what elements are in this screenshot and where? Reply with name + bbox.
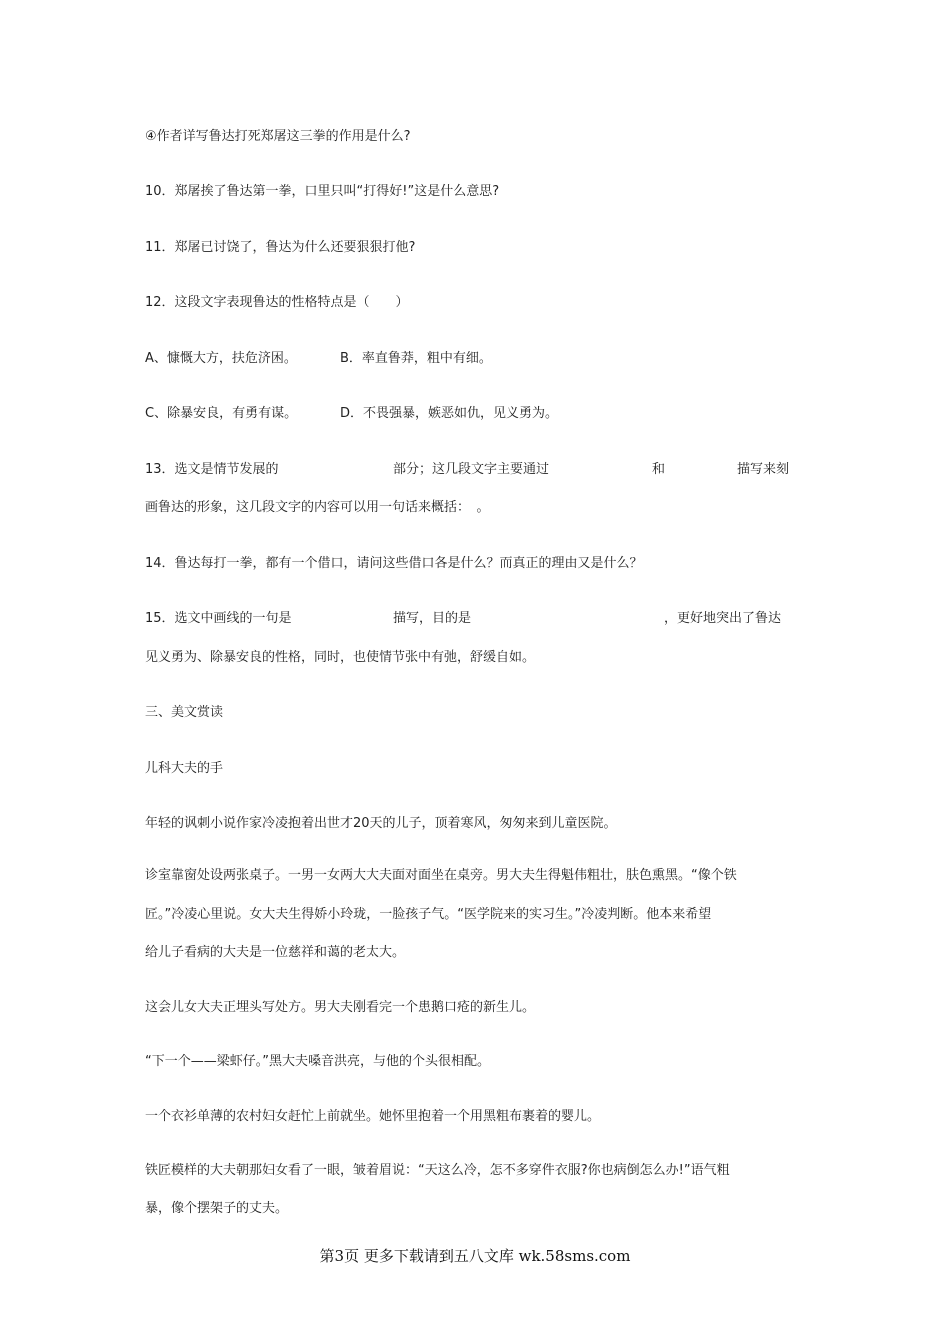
question-12-options-row-1 <box>145 349 705 369</box>
article-paragraph-6-line-2: 暴，像个摆架子的丈夫。 <box>145 1201 289 1216</box>
article-title: 儿科大夫的手 <box>145 761 224 776</box>
option-a: A、慷慨大方，扶危济困。 <box>145 351 297 366</box>
question-15-part-1: 15．选文中画线的一句是 <box>145 611 292 626</box>
question-12-options-row-2 <box>145 404 705 424</box>
article-paragraph-6-line-1: 铁匠模样的大夫朝那妇女看了一眼，皱着眉说：“天这么冷，怎不多穿件衣服?你也病倒怎么办!”语气粗 <box>145 1163 730 1178</box>
question-15-part-3: ，更好地突出了鲁达 <box>664 611 782 626</box>
article-paragraph-5: 一个衣衫单薄的农村妇女赶忙上前就坐。她怀里抱着一个用黑粗布裹着的婴儿。 <box>145 1109 601 1124</box>
article-paragraph-4: “下一个——梁虾仔。”黑大夫嗓音洪亮，与他的个头很相配。 <box>145 1054 490 1069</box>
question-13-line-2: 画鲁达的形象，这几段文字的内容可以用一句话来概括： 。 <box>145 500 490 515</box>
question-10: 10．郑屠挨了鲁达第一拳，口里只叫“打得好!”这是什么意思? <box>145 184 500 199</box>
question-13-part-4: 描写来刻 <box>737 462 790 477</box>
option-b: B．率直鲁莽，粗中有细。 <box>340 351 492 366</box>
question-11: 11．郑屠已讨饶了，鲁达为什么还要狠狠打他? <box>145 240 416 255</box>
question-4-sub: ④作者详写鲁达打死郑屠这三拳的作用是什么? <box>145 129 411 144</box>
question-12: 12．这段文字表现鲁达的性格特点是（ ） <box>145 295 409 310</box>
article-paragraph-3: 这会儿女大夫正埋头写处方。男大夫刚看完一个患鹅口疮的新生儿。 <box>145 1000 536 1015</box>
question-13-line-1 <box>145 460 805 480</box>
article-paragraph-2-line-1: 诊室靠窗处设两张桌子。一男一女两大大夫面对面坐在桌旁。男大夫生得魁伟粗壮，肤色熏黑。“像个铁 <box>145 868 737 883</box>
article-paragraph-2-line-2: 匠。”冷凌心里说。女大夫生得娇小玲珑，一脸孩子气。“医学院来的实习生。”冷凌判断。他本来希望 <box>145 907 712 922</box>
question-13-part-2: 部分；这几段文字主要通过 <box>393 462 550 477</box>
option-c: C、除暴安良，有勇有谋。 <box>145 406 298 421</box>
option-d: D．不畏强暴，嫉恶如仇，见义勇为。 <box>340 406 559 421</box>
question-13-part-3: 和 <box>652 462 666 477</box>
section-heading: 三、美文赏读 <box>145 705 224 720</box>
question-15-line-1 <box>145 609 805 629</box>
page-footer: 第3页 更多下载请到五八文库 wk.58sms.com <box>319 1247 631 1265</box>
article-paragraph-1: 年轻的讽刺小说作家冷凌抱着出世才20天的儿子，顶着寒风，匆匆来到儿童医院。 <box>145 816 617 831</box>
question-15-part-2: 描写，目的是 <box>393 611 472 626</box>
question-14: 14．鲁达每打一拳，都有一个借口，请问这些借口各是什么？而真正的理由又是什么？ <box>145 556 643 571</box>
question-15-line-2: 见义勇为、除暴安良的性格，同时，也使情节张中有弛，舒缓自如。 <box>145 650 536 665</box>
article-paragraph-2-line-3: 给儿子看病的大夫是一位慈祥和蔼的老太大。 <box>145 945 406 960</box>
question-13-part-1: 13．选文是情节发展的 <box>145 462 279 477</box>
